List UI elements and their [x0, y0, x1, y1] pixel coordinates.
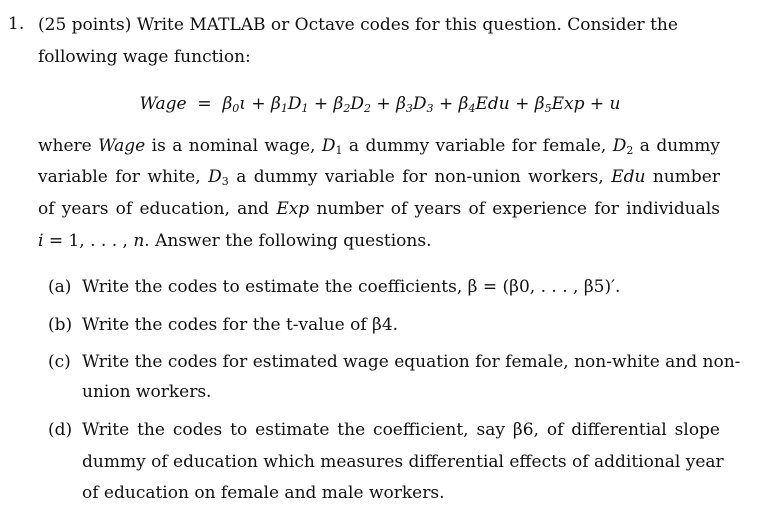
term-b0: $\beta_0\iota$	[222, 94, 246, 115]
question-intro-line1: (25 points) Write MATLAB or Octave codes for this question. Consider the	[38, 15, 678, 35]
where-line-1: where Wage is a nominal wage, $D_1$ a dummy variable for female, $D_2$ a dummy	[38, 136, 720, 157]
term-u: u	[609, 94, 621, 114]
where-line-4: i = 1, . . . , n. Answer the following questions.	[38, 231, 432, 251]
part-a-label: (a)	[48, 277, 72, 297]
part-b-label: (b)	[48, 315, 73, 335]
term-b3: $\beta_3D_3$	[396, 94, 434, 115]
equation-equals: =	[191, 94, 218, 114]
part-c-line2: union workers.	[82, 382, 212, 402]
where-line-3: of years of education, and Exp number of years of experience for individuals	[38, 199, 720, 219]
part-a-text: Write the codes to estimate the coefficients, β = (β0, . . . , β5)′.	[82, 277, 621, 297]
question-intro-line2: following wage function:	[38, 47, 251, 67]
part-d-line2: dummy of education which measures differential effects of additional year	[82, 452, 724, 472]
part-d-label: (d)	[48, 420, 73, 440]
part-d-line1: Write the codes to estimate the coefficient, say β6, of differential slope	[82, 420, 720, 440]
part-d-line3: of education on female and male workers.	[82, 483, 445, 503]
part-b-text: Write the codes for the t-value of β4.	[82, 315, 399, 335]
term-b2: $\beta_2D_2$	[333, 94, 372, 115]
term-b1: $\beta_1D_1$	[271, 94, 309, 115]
wage-equation: Wage = $\beta_0\iota + \beta_1D_1 + \beta_2D_2 + \beta_3D_3 + \beta_4Edu + \beta_5Exp + u$	[139, 94, 621, 115]
part-c-label: (c)	[48, 352, 71, 372]
term-b5: $\beta_5Exp$	[534, 94, 585, 115]
part-c-line1: Write the codes for estimated wage equation for female, non-white and non-	[82, 352, 741, 372]
term-b4: $\beta_4Edu$	[458, 94, 510, 115]
equation-lhs: Wage	[139, 94, 187, 114]
where-line-2: variable for white, $D_3$ a dummy variable for non-union workers, Edu number	[38, 167, 720, 188]
question-number: 1.	[8, 14, 25, 34]
